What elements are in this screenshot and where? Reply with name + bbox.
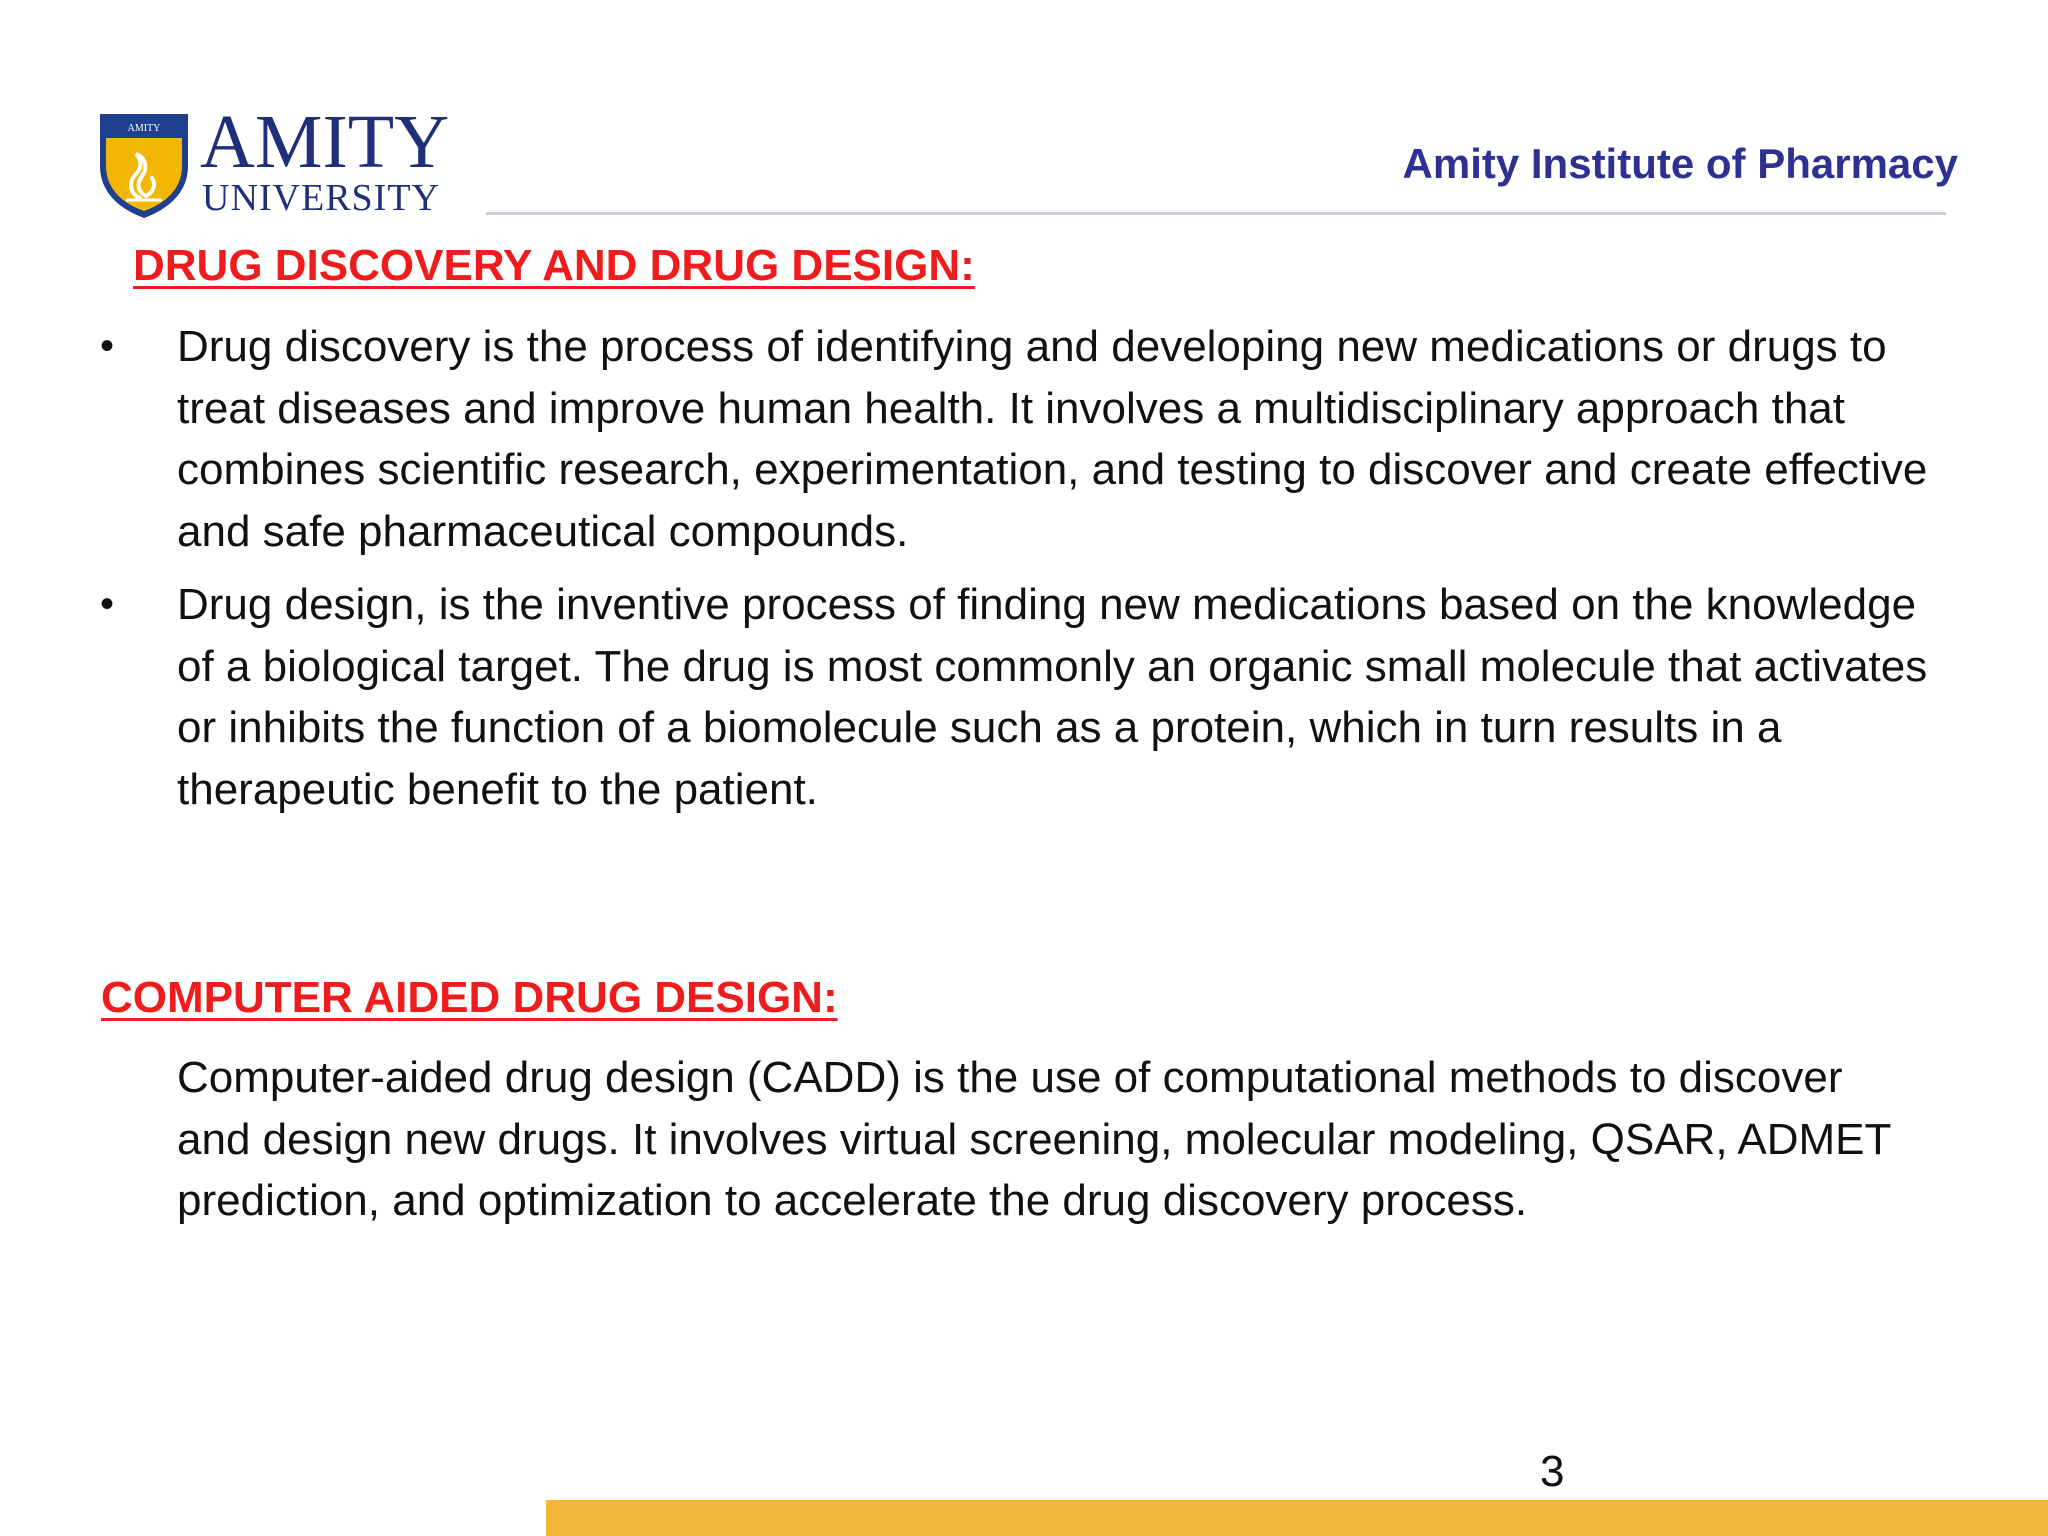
bullet-text-drug-discovery: Drug discovery is the process of identifying and developing new medications or drugs to treat diseases and improve human health. It involves a multidisciplinary approach that combines scientific research, experimentation, and testing to discover and create effective and safe pharmaceutical compounds. xyxy=(177,322,1928,556)
bullet-marker: • xyxy=(100,582,115,626)
bullet-marker: • xyxy=(100,324,115,368)
bullet-list xyxy=(100,316,1940,832)
section-heading-cadd: COMPUTER AIDED DRUG DESIGN: xyxy=(101,973,838,1022)
bullet-text-drug-design: Drug design, is the inventive process of finding new medications based on the knowledge of a biological target. The drug is most commonly an organic small molecule that activates or inhibits the function of a biomolecule such as a protein, which in turn results in a therapeutic benefit to the patient. xyxy=(177,580,1928,814)
logo-wordmark: AMITY xyxy=(200,100,450,184)
crest-label: AMITY xyxy=(127,123,161,134)
list-item xyxy=(100,316,1940,562)
footer-bar xyxy=(546,1500,2048,1536)
institute-name: Amity Institute of Pharmacy xyxy=(1402,140,1958,187)
logo-subtitle: UNIVERSITY xyxy=(202,177,440,219)
section-heading-drug-discovery: DRUG DISCOVERY AND DRUG DESIGN: xyxy=(133,241,975,290)
list-item xyxy=(100,574,1940,820)
amity-crest-icon xyxy=(96,108,192,220)
page-number: 3 xyxy=(1540,1447,1565,1496)
header-divider xyxy=(486,212,1946,215)
cadd-paragraph: Computer-aided drug design (CADD) is the use of computational methods to discover and design new drugs. It involves virtual screening, molecular modeling, QSAR, ADMET prediction, and optimization to accelerate the drug discovery process. xyxy=(177,1053,1891,1225)
amity-university-logo xyxy=(96,100,456,224)
